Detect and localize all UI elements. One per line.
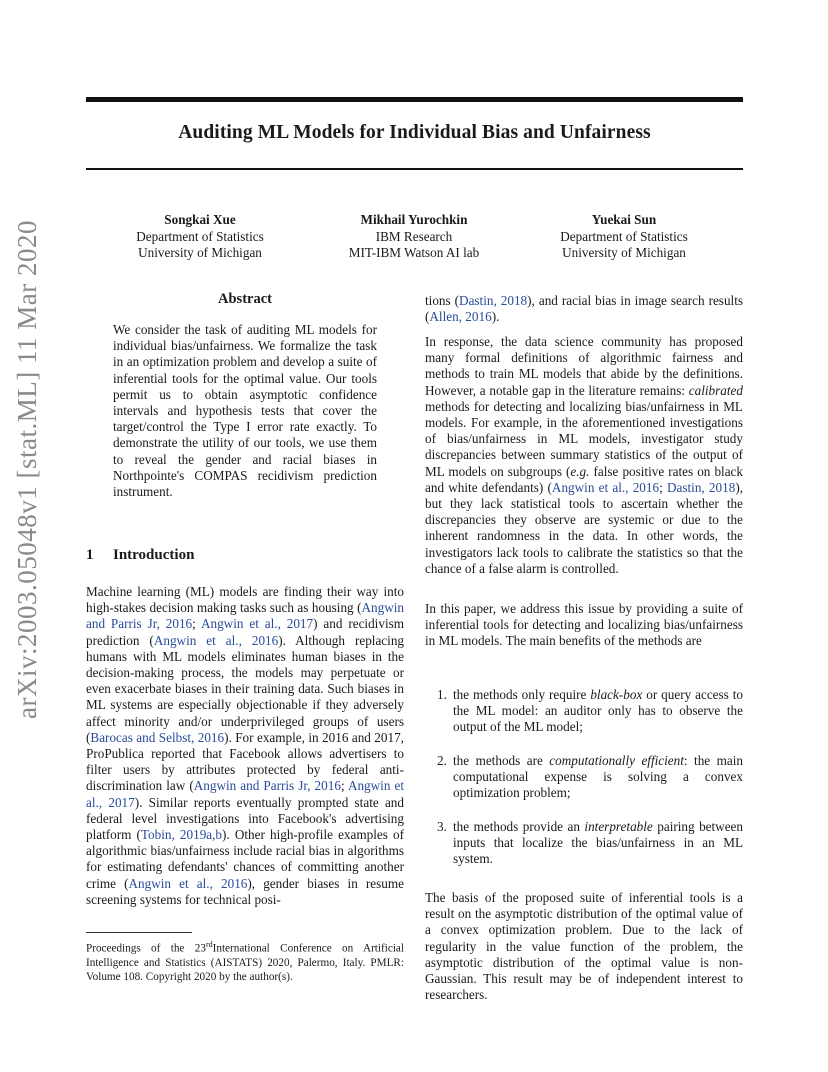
- citation-link[interactable]: Angwin et al., 2016: [153, 632, 279, 648]
- citation-link[interactable]: Angwin et al., 2017: [200, 616, 314, 632]
- citation-link[interactable]: Barocas and Selbst, 2016: [90, 729, 225, 745]
- abstract-text: We consider the task of auditing ML models for individual bias/unfairness. We formalize the task in an optimization problem and develop a suite of inferential tools for the optimal value. Our tools permit us to obtain asymptotic confidence intervals and hypothesis tests that cover the target/control the Type I error rate exactly. To demonstrate the utility of our tools, we use them to reveal the gender and racial biases in Northpointe's COMPAS recidivism prediction instrument.: [113, 322, 377, 500]
- abstract-body: [113, 322, 377, 500]
- abstract-heading: Abstract: [218, 291, 272, 307]
- benefits-list: [425, 753, 743, 802]
- author-name: Yuekai Sun: [591, 212, 657, 227]
- arxiv-stamp: [0, 219, 54, 719]
- paragraph: Machine learning (ML) models are finding their way into high-stakes decision making tasks such as housing (Angwin and Parris Jr, 2016; Angwin et al., 2017) and recidivism prediction (Angwin et al., 2016). Although replacing humans with ML models eliminates human biases in the decision-making process, the models may perpetuate or even exacerbate biases in their training data. Such biases in ML systems are especially objectionable if they adversely affect minority and/or underprivileged groups of users (Barocas and Selbst, 2016). For example, in 2016 and 2017, ProPublica reported that Facebook allows advertisers to filter users by attributes protected by federal anti-discrimination law (Angwin and Parris Jr, 2016; Angwin et al., 2017). Similar reports eventually prompted state and federal level investigations into Facebook's advertising platform (Tobin, 2019a,b). Other high-profile examples of algorithmic bias/unfairness include racial bias in algorithms for estimating defendants' chances of committing another crime (Angwin et al., 2016), gender biases in resume screening systems for technical posi-: [86, 584, 405, 907]
- arxiv-id: arXiv:2003.05048v1 [stat.ML] 11 Mar 2020: [11, 219, 42, 719]
- citation-link[interactable]: Angwin et al., 2017: [86, 778, 405, 810]
- section-heading: [86, 547, 194, 564]
- section-title: Introduction: [113, 547, 195, 563]
- section-number: 1: [86, 547, 94, 563]
- citation-link[interactable]: Angwin and Parris Jr, 2016: [193, 778, 341, 794]
- list-item: 2. the methods are computationally efficient: the main computational expense is solving a convex optimization problem;: [437, 753, 743, 801]
- citation-link[interactable]: Tobin, 2019a,b: [140, 827, 223, 843]
- author-affiliation: Department of Statistics: [136, 228, 264, 244]
- list-item: 3. the methods provide an interpretable pairing between inputs that localize the bias/unfairness in an ML system.: [437, 819, 744, 867]
- author-affiliation: University of Michigan: [138, 245, 262, 260]
- title-rule-bottom: [86, 168, 743, 170]
- benefits-list: [425, 819, 743, 868]
- author-name: Songkai Xue: [164, 212, 236, 227]
- author-affiliation: MIT-IBM Watson AI lab: [348, 245, 480, 260]
- paragraph: The basis of the proposed suite of inferential tools is a result on the asymptotic distribution of the optimal value of a convex optimization problem. Due to the lack of regularity in the value function of the problem, the asymptotic distribution of the optimal value is non-Gaussian. This result may be of independent interest to researchers.: [425, 890, 743, 1003]
- right-paragraph-cont: [425, 293, 743, 325]
- list-item: 1. the methods only require black-box or query access to the ML model: an auditor only has to observe the output of the ML model;: [437, 687, 743, 735]
- footnote-rule: [86, 932, 192, 933]
- right-paragraph-2: [425, 334, 743, 577]
- citation-link[interactable]: Dastin, 2018: [459, 293, 528, 308]
- author-affiliation: Department of Statistics: [560, 228, 688, 244]
- intro-paragraph: [86, 584, 404, 908]
- author-block: [304, 212, 524, 262]
- citation-link[interactable]: Allen, 2016: [429, 309, 492, 325]
- citation-link[interactable]: Angwin and Parris Jr, 2016: [86, 600, 404, 632]
- paragraph: In this paper, we address this issue by providing a suite of inferential tools for detecting and localizing bias/unfairness in ML models. The main benefits of the methods are: [425, 601, 743, 649]
- right-paragraph-4: [425, 890, 743, 1003]
- paragraph: In response, the data science community has proposed many formal definitions of algorithmic fairness and methods to train ML models that abide by the definitions. However, a notable gap in the literature remains: calibrated methods for detecting and localizing bias/unfairness in ML models. For example, in the aforementioned investigations of bias/unfairness in ML models, investigator study discrepancies between summary statistics of the output of ML models on subgroups (e.g. false positive rates on black and white defendants) (Angwin et al., 2016; Dastin, 2018), but they lack statistical tools to ascertain whether the discrepancies they observe are systemic or due to the inherent randomness in the data. In other words, the investigators lack tools to calibrate the statistics so that the chance of a false alarm is controlled.: [425, 334, 744, 576]
- citation-link[interactable]: Angwin et al., 2016: [551, 479, 660, 495]
- author-block: [90, 212, 310, 262]
- paper-title: Auditing ML Models for Individual Bias and Unfairness: [178, 122, 651, 143]
- benefits-list: [425, 687, 743, 736]
- author-block: [514, 212, 734, 262]
- paragraph: tions (Dastin, 2018), and racial bias in image search results (Allen, 2016).: [425, 293, 743, 325]
- footnote: Proceedings of the 23rdInternational Conference on Artificial Intelligence and Statistics (AISTATS) 2020, Palermo, Italy. PMLR: Volume 108. Copyright 2020 by the author(s).: [86, 940, 404, 983]
- author-affiliation: IBM Research: [375, 228, 453, 244]
- citation-link[interactable]: Dastin, 2018: [666, 479, 736, 495]
- author-affiliation: University of Michigan: [562, 245, 686, 260]
- right-paragraph-3: [425, 601, 743, 650]
- author-name: Mikhail Yurochkin: [360, 212, 468, 227]
- citation-link[interactable]: Angwin et al., 2016: [128, 875, 248, 891]
- title-rule-top: [86, 97, 743, 102]
